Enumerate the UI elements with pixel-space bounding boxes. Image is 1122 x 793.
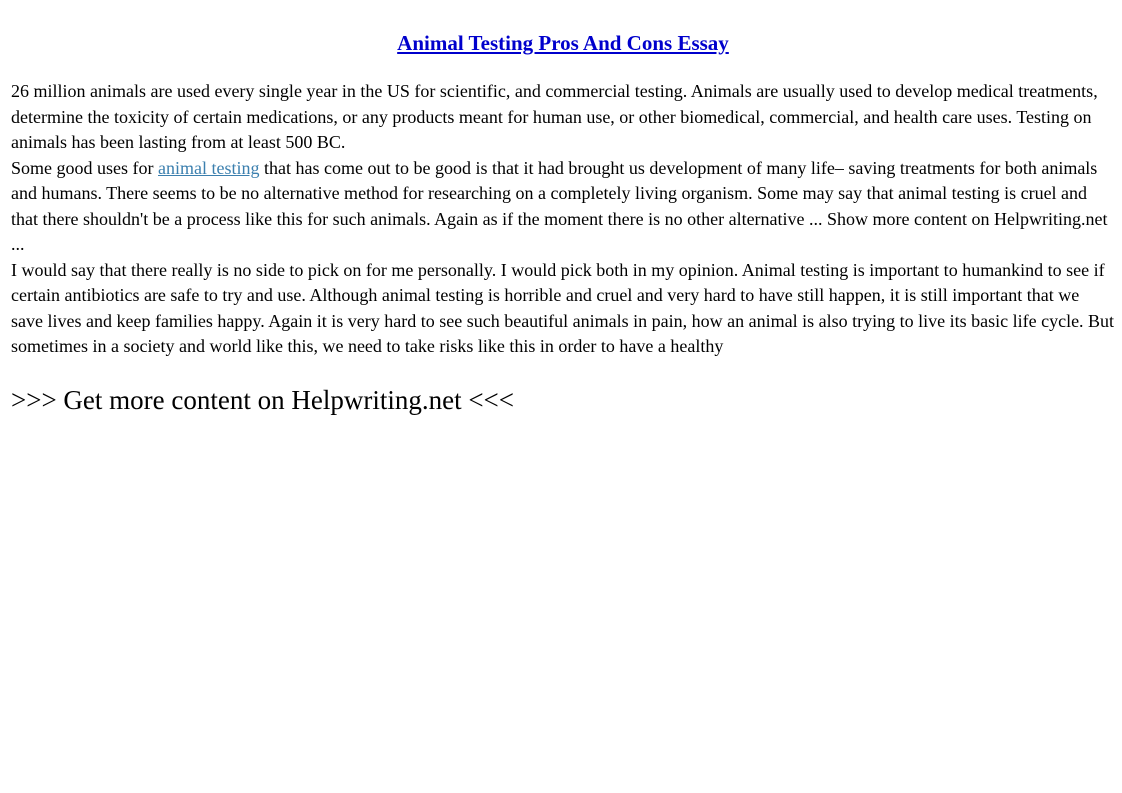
paragraph-3: I would say that there really is no side to pick on for me personally. I would pick both in my opinion. Animal testing is important to humankind to see if certain antibiotics are safe to try and use. Although animal testing is horrible and cruel and very hard to have still happen, it is still important that we save lives and keep families happy. Again it is very hard to see such beautiful animals in pain, how an animal is also trying to live its basic life cycle. But sometimes in a society and world like this, we need to take risks like this in order to have a healthy: [11, 259, 1115, 356]
paragraph-2-rest: that has come out to be good is that it had brought us development of many life– saving treatments for both animals and humans. There seems to be no alternative method for researching on a completely living organism. Some may say that animal testing is cruel and that there shouldn't be a process like this for such animals. Again as if the moment there is no other alternative ... Show more content on Helpwriting.net ...: [11, 157, 1108, 254]
essay-body: [11, 79, 1115, 360]
title-container: [11, 31, 1115, 58]
paragraph-2: [11, 156, 1115, 258]
paragraph-1: 26 million animals are used every single year in the US for scientific, and commercial testing. Animals are usually used to develop medical treatments, determine the toxicity of certain medications, or any products meant for human use, or other biomedical, commercial, and health care uses. Testing on animals has been lasting from at least 500 BC.: [11, 81, 1098, 152]
essay-page: [11, 0, 1115, 416]
animal-testing-link[interactable]: animal testing: [158, 157, 260, 178]
essay-title-link[interactable]: Animal Testing Pros And Cons Essay: [397, 31, 729, 55]
paragraph-2-start: Some good uses for: [11, 157, 158, 178]
get-more-content-cta: >>> Get more content on Helpwriting.net <<<: [11, 384, 515, 415]
